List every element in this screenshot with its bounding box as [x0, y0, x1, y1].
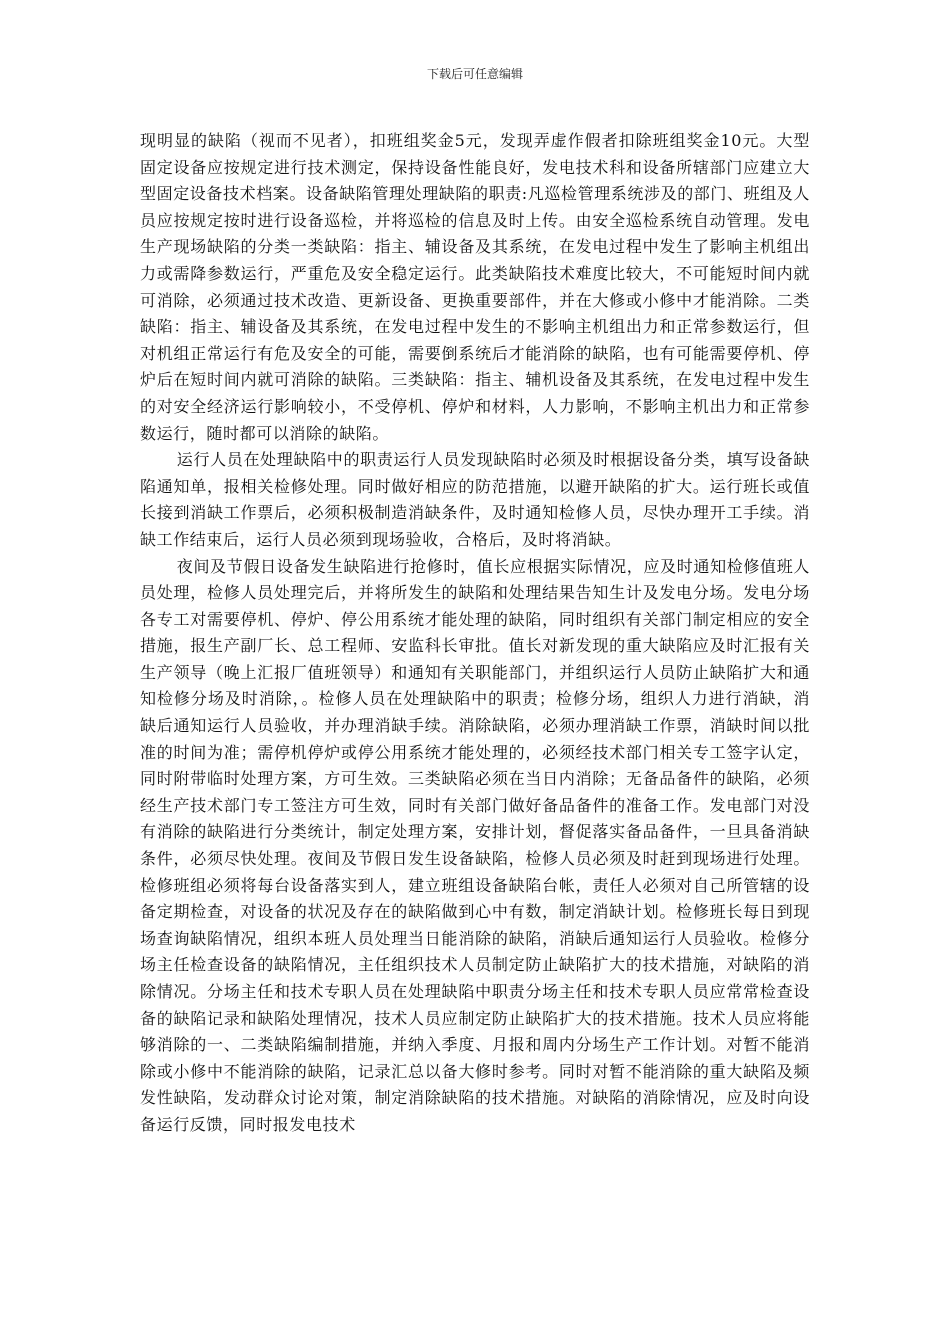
paragraph-night-holiday-repair: 夜间及节假日设备发生缺陷进行抢修时，值长应根据实际情况，应及时通知检修值班人员处理，检修人员处理完后，并将所发生的缺陷和处理结果告知生计及发电分场。发电分场各专工对需要停机、停炉、停公用系统才能处理的缺陷，同时组织有关部门制定相应的安全措施，报生产副厂长、总工程师、安监科长审批。值长对新发现的重大缺陷应及时汇报有关生产领导（晚上汇报厂值班领导）和通知有关职能部门，并组织运行人员防止缺陷扩大和通知检修分场及时消除，。检修人员在处理缺陷中的职责；检修分场，组织人力进行消缺，消缺后通知运行人员验收，并办理消缺手续。消除缺陷，必须办理消缺工作票，消缺时间以批准的时间为准；需停机停炉或停公用系统才能处理的，必须经技术部门相关专工签字认定，同时附带临时处理方案，方可生效。三类缺陷必须在当日内消除；无备品备件的缺陷，必须经生产技术部门专工签注方可生效，同时有关部门做好备品备件的准备工作。发电部门对没有消除的缺陷进行分类统计，制定处理方案，安排计划，督促落实备品备件，一旦具备消缺条件，必须尽快处理。夜间及节假日发生设备缺陷，检修人员必须及时赶到现场进行处理。检修班组必须将每台设备落实到人，建立班组设备缺陷台帐，责任人必须对自己所管辖的设备定期检查，对设备的状况及存在的缺陷做到心中有数，制定消缺计划。检修班长每日到现场查询缺陷情况，组织本班人员处理当日能消除的缺陷，消缺后通知运行人员验收。检修分场主任检查设备的缺陷情况，主任组织技术人员制定防止缺陷扩大的技术措施，对缺陷的消除情况。分场主任和技术专职人员在处理缺陷中职责分场主任和技术专职人员应常常检查设备的缺陷记录和缺陷处理情况，技术人员应制定防止缺陷扩大的技术措施。技术人员应将能够消除的一、二类缺陷编制措施，并纳入季度、月报和周内分场生产工作计划。对暂不能消除或小修中不能消除的缺陷，记录汇总以备大修时参考。同时对暂不能消除的重大缺陷及频发性缺陷，发动群众讨论对策，制定消除缺陷的技术措施。对缺陷的消除情况，应及时向设备运行反馈，同时报发电技术 [140, 556, 810, 1134]
paragraph-defect-classification: 现明显的缺陷（视而不见者），扣班组奖金5元，发现弄虚作假者扣除班组奖金10元。大型固定设备应按规定进行技术测定，保持设备性能良好，发电技术科和设备所辖部门应建立大型固定设备技术档案。设备缺陷管理处理缺陷的职责:凡巡检管理系统涉及的部门、班组及人员应按规定按时进行设备巡检，并将巡检的信息及时上传。由安全巡检系统自动管理。发电生产现场缺陷的分类一类缺陷：指主、辅设备及其系统，在发电过程中发生了影响主机组出力或需降参数运行，严重危及安全稳定运行。此类缺陷技术难度比较大，不可能短时间内就可消除，必须通过技术改造、更新设备、更换重要部件，并在大修或小修中才能消除。二类缺陷：指主、辅设备及其系统，在发电过程中发生的不影响主机组出力和正常参数运行，但对机组正常运行有危及安全的可能，需要倒系统后才能消除的缺陷，也有可能需要停机、停炉后在短时间内就可消除的缺陷。三类缺陷：指主、辅机设备及其系统，在发电过程中发生的对安全经济运行影响较小，不受停机、停炉和材料，人力影响，不影响主机出力和正常参数运行，随时都可以消除的缺陷。 [140, 131, 810, 443]
document-body [140, 128, 810, 1139]
page-header: 下载后可任意编辑 [426, 67, 523, 81]
paragraph-operator-duties: 运行人员在处理缺陷中的职责运行人员发现缺陷时必须及时根据设备分类，填写设备缺陷通知单，报相关检修处理。同时做好相应的防范措施，以避开缺陷的扩大。运行班长或值长接到消缺工作票后，必须积极制造消缺条件，及时通知检修人员，尽快办理开工手续。消缺工作结束后，运行人员必须到现场验收，合格后，及时将消缺。 [140, 450, 810, 549]
